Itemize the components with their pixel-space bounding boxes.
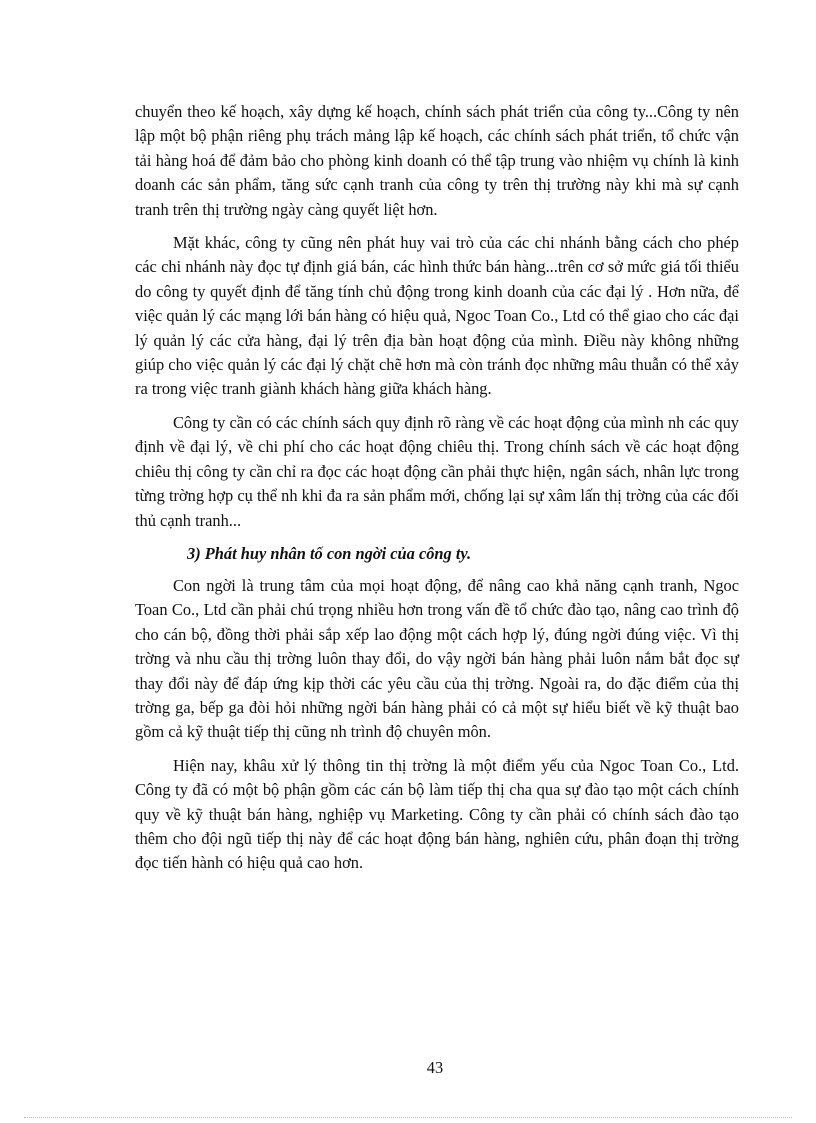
- paragraph-1: chuyển theo kế hoạch, xây dựng kế hoạch, chính sách phát triển của công ty...Công ty nên lập một bộ phận riêng phụ trách mảng lập kế hoạch, các chính sách phát triển, tổ chức vận tải hàng hoá để đảm bảo cho phòng kinh doanh có thể tập trung vào nhiệm vụ chính là kinh doanh các sản phẩm, tăng sức cạnh tranh của công ty trên thị trường này khi mà sự cạnh tranh trên thị trường ngày càng quyết liệt hơn.: [135, 102, 739, 219]
- paragraph-5: Hiện nay, khâu xử lý thông tin thị trờng là một điểm yếu của Ngoc Toan Co., Ltd. Công ty đã có một bộ phận gồm các cán bộ làm tiếp thị cha qua sự đào tạo một cách chính quy về kỹ thuật bán hàng, nghiệp vụ Marketing. Công ty cần phải có chính sách đào tạo thêm cho đội ngũ tiếp thị này để các hoạt động bán hàng, nghiên cứu, phân đoạn thị trờng đọc tiến hành có hiệu quả cao hơn.: [135, 755, 739, 873]
- paragraph-2: Mặt khác, công ty cũng nên phát huy vai trò của các chi nhánh bằng cách cho phép các chi nhánh này đọc tự định giá bán, các hình thức bán hàng...trên cơ sở mức giá tối thiểu do công ty quyết định để tăng tính chủ động trong kinh doanh của các đại lý . Hơn nữa, để việc quản lý các mạng lới bán hàng có hiệu quả, Ngoc Toan Co., Ltd có thể giao cho các đại lý quản lý các cửa hàng, đại lý trên địa bàn hoạt động của mình. Điều này không những giúp cho việc quản lý các đại lý chặt chẽ hơn mà còn tránh đọc những mâu thuẫn có thể xảy ra trong việc tranh giành khách hàng giữa khách hàng.: [135, 233, 739, 399]
- paragraph-4: Con ngời là trung tâm của mọi hoạt động, để nâng cao khả năng cạnh tranh, Ngoc Toan Co., Ltd cần phải chú trọng nhiều hơn trong vấn đề tổ chức đào tạo, nâng cao trình độ cho cán bộ, đồng thời phải sắp xếp lao động một cách hợp lý, đúng ngời đúng việc. Vì thị trờng và nhu cầu thị trờng luôn thay đổi, do vậy ngời bán hàng phải luôn nắm bắt đọc sự thay đổi này để đáp ứng kịp thời các yêu cầu của thị trờng. Ngoài ra, do đặc điểm của thị trờng ga, bếp ga đòi hỏi những ngời bán hàng phải có cả một sự hiểu biết về kỹ thuật bao gồm cả kỹ thuật tiếp thị cũng nh trình độ chuyên môn.: [135, 575, 739, 742]
- section-heading: 3) Phát huy nhân tố con ngời của công ty.: [187, 543, 472, 563]
- paragraph-3: Công ty cần có các chính sách quy định rõ ràng về các hoạt động của mình nh các quy định về đại lý, về chi phí cho các hoạt động chiêu thị. Trong chính sách về các hoạt động chiêu thị công ty cần chỉ ra đọc các hoạt động cần phải thực hiện, ngân sách, nhân lực trong từng trờng hợp cụ thể nh khi đa ra sản phẩm mới, chống lại sự xâm lấn thị trờng của các đối thủ cạnh tranh...: [135, 412, 739, 530]
- page-number: 43: [426, 1058, 444, 1077]
- page-bottom-divider: [24, 1117, 792, 1118]
- document-body: [135, 100, 739, 885]
